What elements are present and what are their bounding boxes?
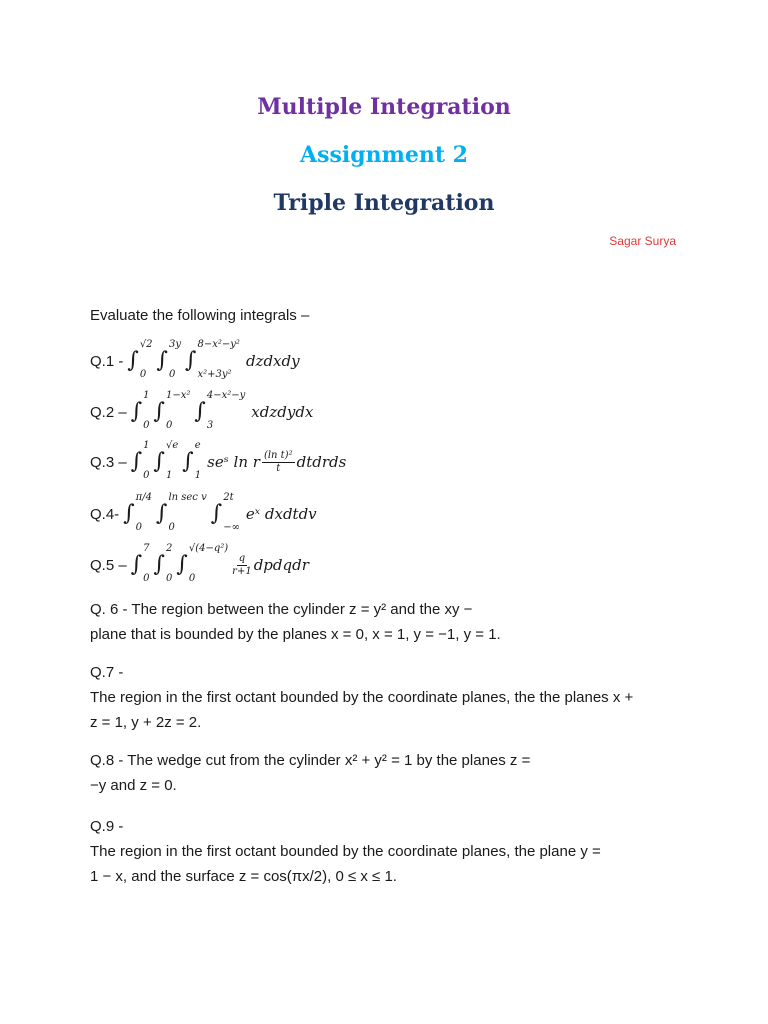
- question-label: Q.7 -: [90, 664, 124, 681]
- lower-limit: 1: [194, 470, 202, 481]
- question-7-line-2: z = 1, y + 2z = 2.: [90, 714, 202, 731]
- upper-limit: √2: [139, 339, 153, 350]
- upper-limit: 8−x²−y²: [197, 339, 240, 350]
- integral: ∫ √e 1: [153, 440, 179, 481]
- question-7-line-1: The region in the first octant bounded by the coordinate planes, the the planes x +: [90, 689, 634, 706]
- upper-limit: 2t: [223, 492, 234, 503]
- author-name: Sagar Surya: [609, 234, 676, 248]
- integral: ∫ 7 0: [130, 543, 150, 584]
- lower-limit: 0: [168, 522, 175, 533]
- upper-limit: 2: [166, 543, 173, 554]
- question-8-line-2: −y and z = 0.: [90, 777, 177, 794]
- question-3: [90, 440, 347, 481]
- integral: ∫ 3y 0: [156, 339, 182, 380]
- lower-limit: 0: [139, 369, 147, 380]
- lower-limit: 1: [166, 470, 173, 481]
- integral: ∫ 4−x²−y 3: [194, 390, 246, 431]
- upper-limit: 3y: [169, 339, 182, 350]
- lower-limit: 0: [188, 573, 196, 584]
- lower-limit: −∞: [223, 522, 240, 533]
- lower-limit: 0: [166, 420, 173, 431]
- upper-limit: ln sec v: [168, 492, 207, 503]
- question-label: Q.1 -: [90, 352, 124, 370]
- lower-limit: 0: [143, 573, 150, 584]
- integral: ∫ 1 0: [130, 390, 150, 431]
- upper-limit: √e: [166, 440, 179, 451]
- integral: ∫ 1−x² 0: [153, 390, 191, 431]
- question-6-line-1: Q. 6 - The region between the cylinder z = y² and the xy −: [90, 601, 473, 618]
- integral: ∫ √(4−q²) 0: [176, 543, 229, 584]
- document-title: Multiple Integration: [257, 94, 511, 120]
- integral: ∫ e 1: [182, 440, 202, 481]
- numerator: q: [238, 553, 246, 564]
- integrand: dtdrds: [296, 453, 347, 471]
- upper-limit: 7: [143, 543, 150, 554]
- question-9-line-1: The region in the first octant bounded by the coordinate planes, the plane y =: [90, 843, 601, 860]
- integral: ∫ √2 0: [127, 339, 153, 380]
- question-1: [90, 339, 300, 380]
- question-8: [90, 748, 690, 798]
- question-6: [90, 597, 690, 647]
- upper-limit: π/4: [135, 492, 152, 503]
- integral: ∫ π/4 0: [123, 492, 152, 533]
- denominator: r+1: [232, 565, 252, 577]
- lower-limit: 0: [143, 420, 150, 431]
- fraction: [262, 450, 295, 474]
- question-label: Q.9 -: [90, 818, 124, 835]
- integral: ∫ 2t −∞: [210, 492, 240, 533]
- integrand: dpdqdr: [253, 556, 309, 574]
- instructions: Evaluate the following integrals –: [90, 307, 310, 324]
- question-label: Q.5 –: [90, 556, 127, 574]
- lower-limit: 0: [135, 522, 143, 533]
- fraction: [232, 553, 252, 577]
- integrand: xdzdydx: [251, 403, 314, 421]
- integral: ∫ 8−x²−y² x²+3y²: [185, 339, 240, 380]
- lower-limit: 0: [166, 573, 173, 584]
- question-6-line-2: plane that is bounded by the planes x = 0, x = 1, y = −1, y = 1.: [90, 626, 501, 643]
- question-label: Q.4-: [90, 505, 120, 523]
- question-label: Q.3 –: [90, 453, 127, 471]
- upper-limit: 1: [143, 390, 150, 401]
- question-4: [90, 492, 317, 533]
- question-7: [90, 660, 690, 735]
- integral: ∫ 2 0: [153, 543, 173, 584]
- upper-limit: 1: [143, 440, 150, 451]
- question-8-line-1: Q.8 - The wedge cut from the cylinder x² + y² = 1 by the planes z =: [90, 752, 531, 769]
- numerator: (ln t)²: [263, 450, 293, 461]
- integrand: eˣ dxdtdv: [245, 505, 317, 523]
- question-label: Q.2 –: [90, 403, 127, 421]
- assignment-subtitle: Assignment 2: [300, 142, 468, 168]
- upper-limit: 1−x²: [166, 390, 191, 401]
- question-2: [90, 390, 314, 431]
- integral: ∫ 1 0: [130, 440, 150, 481]
- question-5: [90, 543, 309, 584]
- denominator: t: [276, 462, 281, 474]
- integrand: dzdxdy: [245, 352, 300, 370]
- lower-limit: 0: [169, 369, 176, 380]
- integral: ∫ ln sec v 0: [155, 492, 207, 533]
- upper-limit: e: [194, 440, 201, 451]
- question-9: [90, 814, 690, 889]
- question-9-line-2: 1 − x, and the surface z = cos(πx/2), 0 ≤ x ≤ 1.: [90, 868, 397, 885]
- upper-limit: √(4−q²): [188, 543, 229, 554]
- upper-limit: 4−x²−y: [206, 390, 246, 401]
- lower-limit: 0: [143, 470, 150, 481]
- lower-limit: x²+3y²: [197, 369, 232, 380]
- integrand-prefix: seˢ ln r: [207, 453, 260, 471]
- lower-limit: 3: [206, 420, 214, 431]
- topic-heading: Triple Integration: [273, 190, 495, 216]
